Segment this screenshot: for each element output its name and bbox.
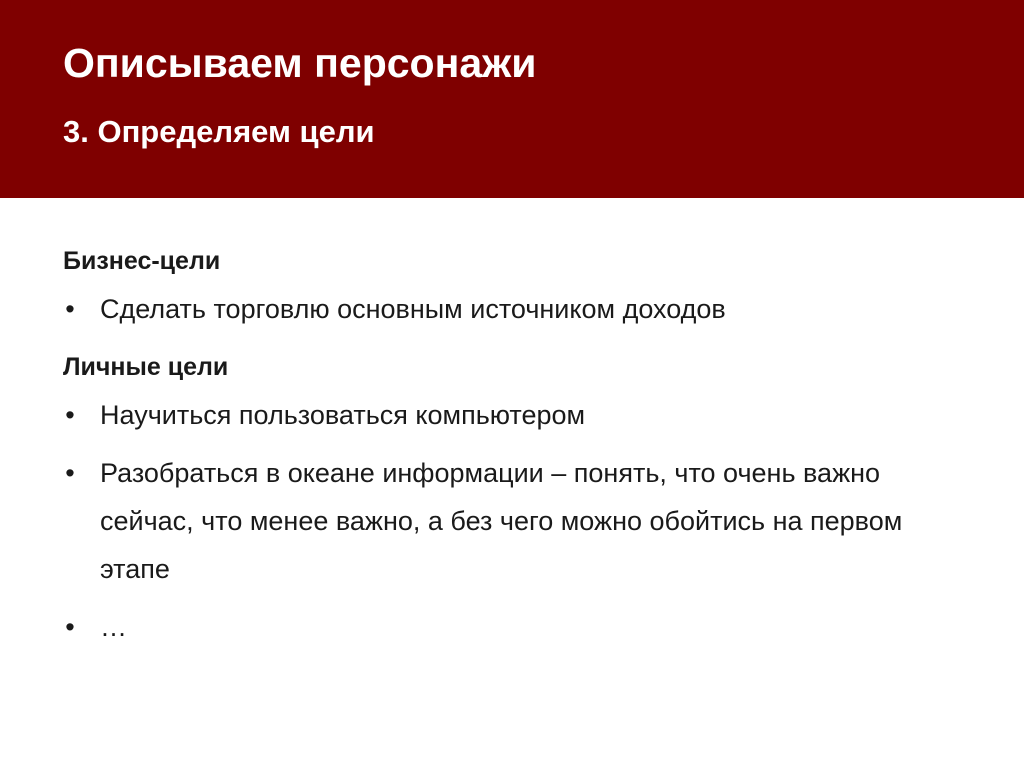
business-goals-list [63, 285, 963, 333]
list-item [63, 449, 963, 593]
list-item [63, 285, 963, 333]
list-item [63, 391, 963, 439]
section-heading-personal-goals: Личные цели [63, 353, 229, 381]
list-item-text: Разобраться в океане информации – понять, что очень важно сейчас, что менее важно, а без чего можно обойтись на первом этапе [100, 458, 903, 584]
list-item [63, 603, 963, 651]
slide-subtitle: 3. Определяем цели [63, 114, 375, 149]
bullet-icon: • [65, 294, 75, 324]
list-item-text: Сделать торговлю основным источником доходов [100, 294, 726, 324]
personal-goals-list [63, 391, 963, 651]
list-item-text: … [100, 612, 127, 642]
slide-header [0, 0, 1024, 198]
list-item-text: Научиться пользоваться компьютером [100, 400, 586, 430]
bullet-icon: • [65, 612, 75, 642]
slide-body [63, 237, 963, 661]
bullet-icon: • [65, 458, 75, 488]
slide-title: Описываем персонажи [63, 40, 537, 86]
bullet-icon: • [65, 400, 75, 430]
section-heading-business-goals: Бизнес-цели [63, 247, 221, 275]
